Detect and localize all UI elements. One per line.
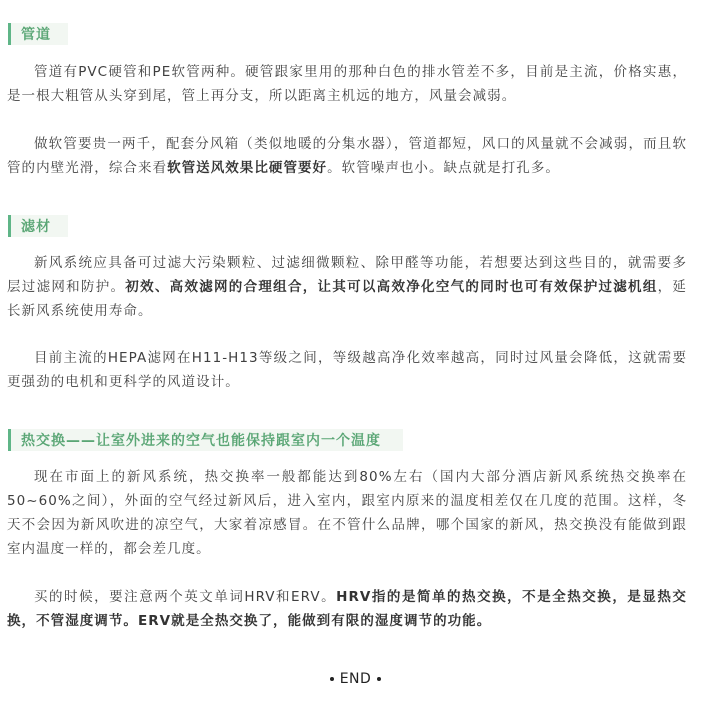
paragraph bbox=[7, 585, 687, 633]
bold-text: 初效、高效滤网的合理组合，让其可以高效净化空气的同时也可有效保护过滤机组 bbox=[125, 279, 658, 295]
paragraph bbox=[7, 346, 687, 394]
bullet-dot-icon bbox=[377, 677, 381, 681]
section-heading-pipes bbox=[8, 23, 68, 45]
text-run: 。软管噪声也小。缺点就是打孔多。 bbox=[327, 160, 560, 176]
paragraph bbox=[7, 60, 687, 108]
paragraph bbox=[7, 465, 687, 561]
section-heading-text: 热交换——让室外进来的空气也能保持跟室内一个温度 bbox=[21, 433, 381, 449]
text-run: ，延长新风系统使用寿命。 bbox=[7, 279, 687, 319]
text-run: 管道有PVC硬管和PE软管两种。硬管跟家里用的那种白色的排水管差不多，目前是主流，价格实惠，是一根大粗管从头穿到尾，管上再分支，所以距离主机远的地方，风量会减弱。 bbox=[7, 64, 687, 104]
text-run: 现在市面上的新风系统，热交换率一般都能达到80%左右（国内大部分酒店新风系统热交换率在50~60%之间），外面的空气经过新风后，进入室内，跟室内原来的温度相差仅在几度的范围。这样，冬天不会因为新风吹进的凉空气，大家着凉感冒。在不管什么品牌，哪个国家的新风，热交换没有能做到跟室内温度一样的，都会差几度。 bbox=[7, 469, 687, 557]
paragraph bbox=[7, 251, 687, 323]
paragraph bbox=[7, 132, 687, 180]
end-label: END bbox=[339, 671, 372, 687]
text-run: 做软管要贵一两千，配套分风箱（类似地暖的分集水器），管道都短，风口的风量就不会减弱，而且软管的内壁光滑，综合来看 bbox=[7, 136, 687, 176]
text-run: 新风系统应具备可过滤大污染颗粒、过滤细微颗粒、除甲醛等功能，若想要达到这些目的，就需要多层过滤网和防护。 bbox=[7, 255, 687, 295]
section-heading-text: 管道 bbox=[21, 27, 51, 43]
bullet-dot-icon bbox=[330, 677, 334, 681]
bold-text: 软管送风效果比硬管要好 bbox=[167, 160, 328, 176]
section-heading-heat-exchange bbox=[8, 429, 403, 451]
text-run: 目前主流的HEPA滤网在H11-H13等级之间，等级越高净化效率越高，同时过风量会降低，这就需要更强劲的电机和更科学的风道设计。 bbox=[7, 350, 687, 390]
end-mark bbox=[0, 671, 711, 687]
bold-text: HRV指的是简单的热交换，不是全热交换，是显热交换，不管湿度调节。ERV就是全热交换了，能做到有限的湿度调节的功能。 bbox=[7, 589, 687, 629]
section-heading-filters bbox=[8, 215, 68, 237]
text-run: 买的时候，要注意两个英文单词HRV和ERV。 bbox=[34, 589, 337, 605]
section-heading-text: 滤材 bbox=[21, 219, 51, 235]
